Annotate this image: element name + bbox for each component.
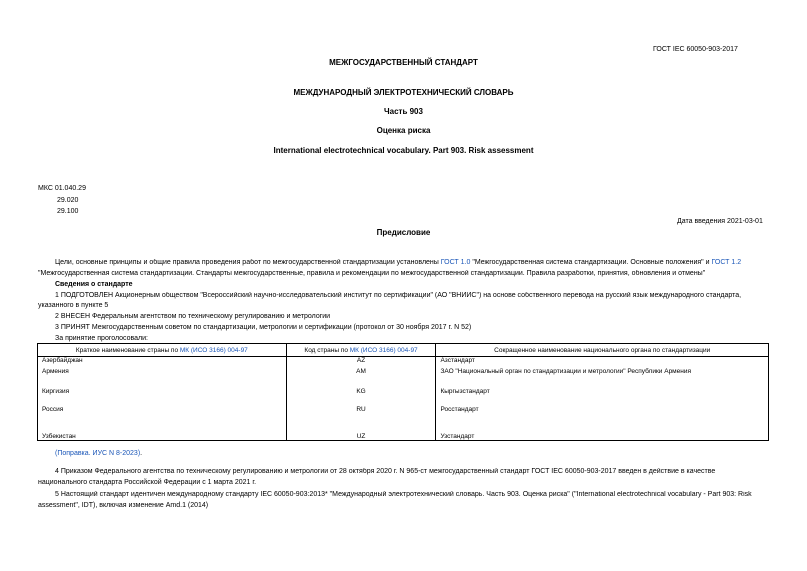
item-1: 1 ПОДГОТОВЛЕН Акционерным обществом "Всероссийский научно-исследовательский институт по сертификации" (АО "ВНИИС") на основе собственного перевода на русский язык международного стандарта, bbox=[55, 292, 742, 299]
part-number: Часть 903 bbox=[384, 107, 423, 116]
table-row bbox=[38, 357, 769, 368]
amendment-note: (Поправка. ИУС N 8-2023). bbox=[55, 450, 143, 457]
document-id: ГОСТ IEC 60050-903-2017 bbox=[653, 46, 738, 53]
code-cell: AZ bbox=[286, 357, 436, 368]
country-cell: Россия bbox=[38, 406, 287, 424]
column-header: Сокращенное наименование национального органа по стандартизации bbox=[436, 344, 769, 357]
table-row bbox=[38, 368, 769, 388]
document-title: МЕЖДУНАРОДНЫЙ ЭЛЕКТРОТЕХНИЧЕСКИЙ СЛОВАРЬ bbox=[293, 88, 514, 97]
country-cell: Узбекистан bbox=[38, 424, 287, 441]
mks-code: МКС 01.040.29 bbox=[38, 185, 86, 192]
country-cell: Азербайджан bbox=[38, 357, 287, 368]
code-cell: AM bbox=[286, 368, 436, 388]
introduction-date: Дата введения 2021-03-01 bbox=[677, 218, 763, 225]
item-4-cont: национального стандарта Российской Федерации с 1 марта 2021 г. bbox=[38, 479, 257, 486]
info-heading: Сведения о стандарте bbox=[55, 281, 133, 288]
table-header-row bbox=[38, 344, 769, 357]
standard-type: МЕЖГОСУДАРСТВЕННЫЙ СТАНДАРТ bbox=[329, 58, 478, 67]
item-5-cont: assessment", IDT), включая изменение Amd.1 (2014) bbox=[38, 502, 209, 509]
item-4: 4 Приказом Федерального агентства по техническому регулированию и метрологии от 28 октября 2020 г. N 965-ст межгосударственный стандарт ГОСТ IEC 60050-903-2017 введен в действие в качестве bbox=[55, 468, 716, 475]
table-row bbox=[38, 406, 769, 424]
voted-label: За принятие проголосовали: bbox=[55, 335, 148, 342]
item-2: 2 ВНЕСЕН Федеральным агентством по техническому регулированию и метрологии bbox=[55, 313, 331, 320]
body-cell: Узстандарт bbox=[436, 424, 769, 441]
code-cell: KG bbox=[286, 388, 436, 406]
gost-1-0-link[interactable]: ГОСТ 1.0 bbox=[440, 259, 471, 266]
item-1-cont: указанного в пункте 5 bbox=[38, 302, 109, 309]
country-cell: Киргизия bbox=[38, 388, 287, 406]
column-header: Код страны по МК (ИСО 3166) 004-97 bbox=[286, 344, 436, 357]
agreement-table bbox=[37, 343, 769, 441]
code-cell: RU bbox=[286, 406, 436, 424]
column-header: Краткое наименование страны по МК (ИСО 3166) 004-97 bbox=[38, 344, 287, 357]
document-subtitle: Оценка риска bbox=[376, 126, 431, 135]
foreword-paragraph-cont: "Межгосударственная система стандартизации. Стандарты межгосударственные, правила и рекомендации по межгосударственной стандартизации. Правила разработки, принятия, обновления и отмены" bbox=[38, 270, 706, 277]
country-cell: Армения bbox=[38, 368, 287, 388]
amendment-link[interactable]: (Поправка. ИУС N 8-2023) bbox=[55, 450, 141, 457]
item-3: 3 ПРИНЯТ Межгосударственным советом по стандартизации, метрологии и сертификации (протокол от 30 ноября 2017 г. N 52) bbox=[55, 324, 472, 331]
table-row bbox=[38, 388, 769, 406]
code-cell: UZ bbox=[286, 424, 436, 441]
foreword-paragraph: Цели, основные принципы и общие правила проведения работ по межгосударственной стандартизации установлены ГОСТ 1.0 "Межгосударственная система стандартизации. Основные положения" и ГОСТ 1.2 bbox=[55, 259, 742, 266]
gost-1-2-link[interactable]: ГОСТ 1.2 bbox=[711, 259, 742, 266]
foreword-heading: Предисловие bbox=[376, 228, 431, 237]
body-cell: Росстандарт bbox=[436, 406, 769, 424]
table-row bbox=[38, 424, 769, 441]
body-cell: Кыргызстандарт bbox=[436, 388, 769, 406]
body-cell: ЗАО "Национальный орган по стандартизации и метрологии" Республики Армения bbox=[436, 368, 769, 388]
mk-3166-link[interactable]: МК (ИСО 3166) 004-97 bbox=[349, 346, 418, 354]
mks-code: 29.100 bbox=[57, 208, 79, 215]
english-title: International electrotechnical vocabulary. Part 903. Risk assessment bbox=[273, 146, 534, 155]
body-cell: Азстандарт bbox=[436, 357, 769, 368]
mks-code: 29.020 bbox=[57, 197, 79, 204]
item-5: 5 Настоящий стандарт идентичен международному стандарту IEC 60050-903:2013* "Международный электротехнический словарь. Часть 903. Оценка риска" ("International electrotechnical vocabulary - Part 903: Risk bbox=[55, 491, 752, 498]
mk-3166-link[interactable]: МК (ИСО 3166) 004-97 bbox=[179, 346, 248, 354]
